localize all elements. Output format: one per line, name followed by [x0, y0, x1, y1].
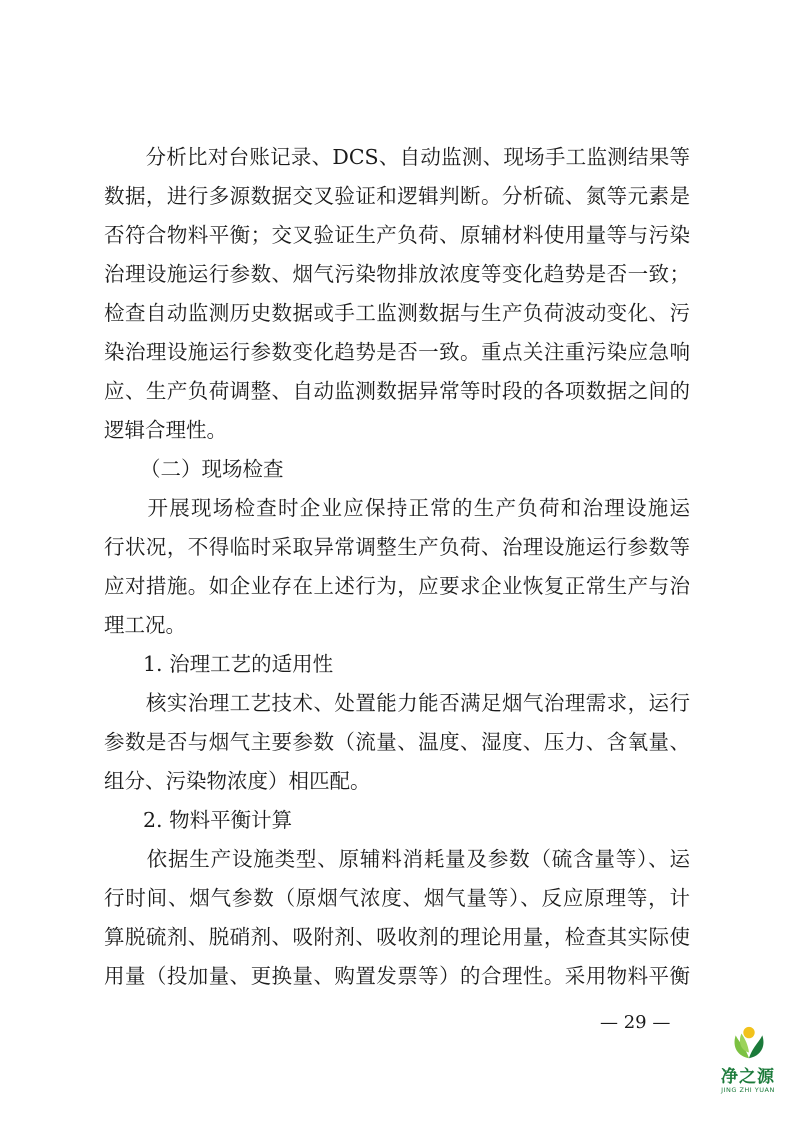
- text-line: 依据生产设施类型、原辅料消耗量及参数（硫含量等）、运: [104, 847, 690, 871]
- sprout-logo-icon: [730, 1024, 768, 1062]
- text-line: 行时间、烟气参数（原烟气浓度、烟气量等）、反应原理等，计: [104, 886, 690, 910]
- logo-name-en: JING ZHI YUAN: [721, 1086, 775, 1094]
- text-line: 用量（投加量、更换量、购置发票等）的合理性。采用物料平衡: [104, 964, 690, 988]
- text-line: 开展现场检查时企业应保持正常的生产负荷和治理设施运: [104, 496, 690, 520]
- text-line: 组分、污染物浓度）相匹配。: [104, 769, 371, 793]
- brand-logo: [714, 1024, 782, 1108]
- text-line: 检查自动监测历史数据或手工监测数据与生产负荷波动变化、污: [104, 301, 690, 325]
- page-number: — 29 —: [600, 1012, 671, 1033]
- text-line: 否符合物料平衡；交叉验证生产负荷、原辅材料使用量等与污染: [104, 223, 690, 247]
- text-line: 逻辑合理性。: [104, 418, 227, 442]
- paragraph-material-balance: [104, 840, 690, 996]
- text-line: 理工况。: [104, 613, 186, 637]
- section-heading-onsite-inspection: （二）现场检查: [140, 457, 284, 481]
- logo-name-cn: 净之源: [721, 1067, 775, 1087]
- paragraph-onsite-inspection: [104, 489, 690, 645]
- text-line: 染治理设施运行参数变化趋势是否一致。重点关注重污染应急响: [104, 340, 690, 364]
- text-line: 核实治理工艺技术、处置能力能否满足烟气治理需求，运行: [104, 691, 690, 715]
- text-line: 参数是否与烟气主要参数（流量、温度、湿度、压力、含氧量、: [104, 730, 690, 754]
- text-line: 应、生产负荷调整、自动监测数据异常等时段的各项数据之间的: [104, 379, 690, 403]
- subheading-process-applicability: 1. 治理工艺的适用性: [143, 652, 334, 676]
- subheading-material-balance: 2. 物料平衡计算: [143, 808, 293, 832]
- text-line: 算脱硫剂、脱硝剂、吸附剂、吸收剂的理论用量，检查其实际使: [104, 925, 690, 949]
- paragraph-process-applicability: [104, 684, 690, 801]
- text-line: 应对措施。如企业存在上述行为，应要求企业恢复正常生产与治: [104, 574, 690, 598]
- text-line: 分析比对台账记录、DCS、自动监测、现场手工监测结果等: [104, 145, 690, 169]
- text-line: 治理设施运行参数、烟气污染物排放浓度等变化趋势是否一致；: [104, 262, 690, 286]
- text-line: 数据，进行多源数据交叉验证和逻辑判断。分析硫、氮等元素是: [104, 184, 690, 208]
- paragraph-data-cross-check: [104, 138, 690, 450]
- text-line: 行状况，不得临时采取异常调整生产负荷、治理设施运行参数等: [104, 535, 690, 559]
